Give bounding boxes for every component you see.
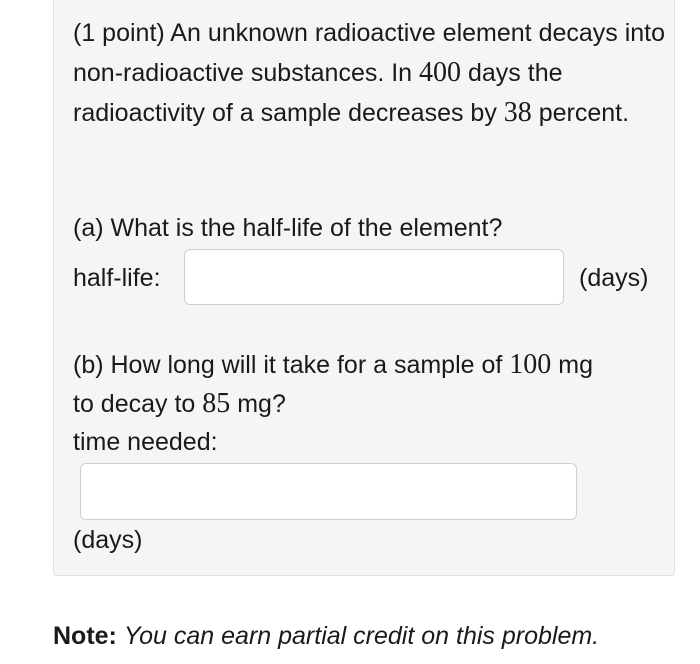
problem-statement	[73, 14, 669, 133]
half-life-unit: (days)	[579, 264, 649, 292]
note-label: Note:	[53, 622, 117, 650]
statement-text-2: days the radioactivity of a sample decreases by	[73, 59, 563, 127]
final-mass-unit: mg?	[237, 390, 286, 418]
time-needed-input[interactable]	[80, 463, 577, 520]
note-text: You can earn partial credit on this problem.	[123, 622, 600, 650]
part-b-question-line-1	[73, 345, 593, 385]
partial-credit-note	[53, 620, 599, 652]
days-value: 400	[419, 57, 462, 88]
half-life-label: half-life:	[73, 264, 161, 292]
part-b-question-line-2	[73, 384, 286, 424]
half-life-input[interactable]	[184, 249, 564, 305]
initial-mass-value: 100	[509, 349, 552, 380]
problem-box	[53, 0, 675, 576]
points-label: (1 point)	[73, 19, 165, 47]
initial-mass-unit: mg	[558, 351, 593, 379]
statement-text-3: percent.	[538, 99, 630, 127]
percent-value: 38	[503, 97, 532, 128]
part-a-question: (a) What is the half-life of the element?	[73, 214, 503, 242]
part-b-question-text-2: to decay to	[73, 390, 196, 418]
time-needed-label: time needed:	[73, 428, 218, 456]
statement-text-1: An unknown radioactive element decays into non-radioactive substances. In	[73, 19, 666, 87]
final-mass-value: 85	[202, 388, 231, 419]
time-needed-unit: (days)	[73, 526, 143, 554]
part-b-question-text-1: (b) How long will it take for a sample of	[73, 351, 503, 379]
